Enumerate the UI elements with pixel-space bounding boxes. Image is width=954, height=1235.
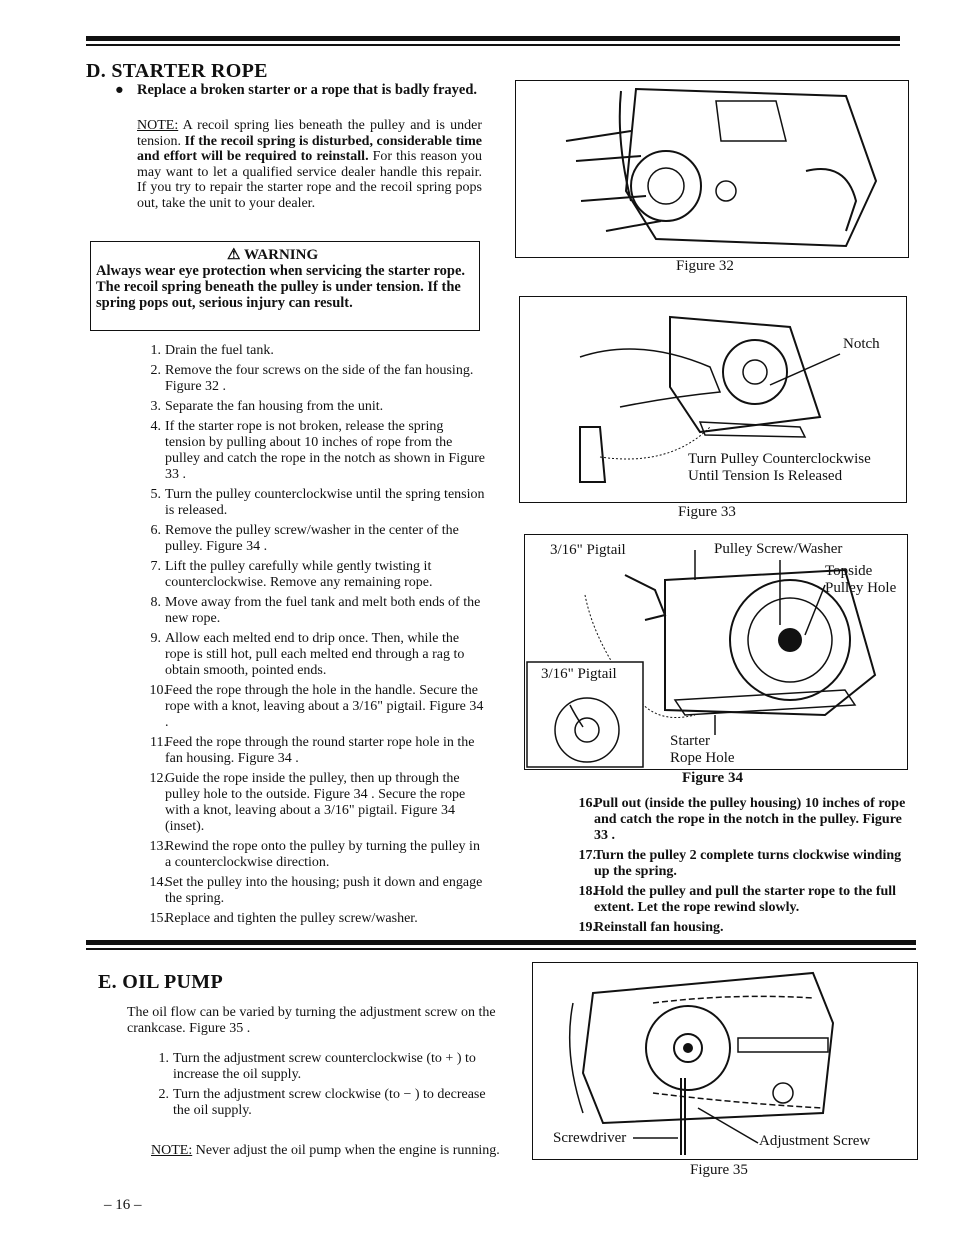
step-item [566,920,916,936]
figure-35-box [532,962,918,1160]
fig35-screwdriver-label: Screwdriver [553,1130,627,1146]
fig33-notch-label: Notch [843,336,880,352]
step-item [145,1087,500,1119]
step-number: 4. [150,419,161,434]
figure-33-box [519,296,907,503]
figure-33-caption: Figure 33 [678,504,736,520]
top-rule-thin [86,44,900,46]
fig34-topside-label: Topside [825,563,873,579]
step-text: Separate the fan housing from the unit. [165,399,384,414]
step-text: Guide the rope inside the pulley, then up through the pulley hole to the outside. Figure 34 . Secure the rope with a knot, leaving about a 3/16" pigtail. Figure 34 (inset). [165,771,466,834]
step-item [137,363,487,395]
step-item [566,884,916,916]
step-number: 17. [578,848,596,863]
step-text: Drain the fuel tank. [165,343,274,358]
step-number: 2. [150,363,161,378]
steps-list-right [566,796,916,940]
figure-34-box [524,534,908,770]
fig34-rope-hole-label: Rope Hole [670,750,735,766]
step-number: 1. [158,1051,169,1066]
step-number: 1. [150,343,161,358]
step-text: Turn the pulley counterclockwise until the spring tension is released. [165,487,485,518]
step-text: Allow each melted end to drip once. Then, while the rope is still hot, pull each melted end through a rag to obtain smooth, pointed ends. [165,631,465,678]
step-text: Set the pulley into the housing; push it down and engage the spring. [165,875,483,906]
step-item [137,559,487,591]
step-text: Remove the pulley screw/washer in the center of the pulley. Figure 34 . [165,523,459,554]
step-text: Turn the adjustment screw clockwise (to − ) to decrease the oil supply. [173,1087,486,1118]
step-number: 10. [149,683,167,698]
step-number: 11. [150,735,167,750]
bullet-replace-rope: ● Replace a broken starter or a rope that is badly frayed. [115,82,478,98]
step-text: If the starter rope is not broken, release the spring tension by pulling about 10 inches of rope from the pulley and catch the rope in the notch as shown in Figure 33 . [165,419,485,482]
step-text: Reinstall fan housing. [594,920,724,935]
figure-35-caption: Figure 35 [690,1162,748,1178]
step-text: Move away from the fuel tank and melt both ends of the new rope. [165,595,481,626]
step-number: 14. [149,875,167,890]
section-e-title: E. OIL PUMP [98,971,223,993]
fig34-pigtail-label: 3/16" Pigtail [550,542,626,558]
step-text: Replace and tighten the pulley screw/washer. [165,911,418,926]
step-text: Hold the pulley and pull the starter rope to the full extent. Let the rope rewind slowly. [594,884,897,915]
figure-34-caption: Figure 34 [682,770,743,786]
fig33-turn-label-1: Turn Pulley Counterclockwise [688,451,871,467]
step-item [137,735,487,767]
step-item [137,875,487,907]
step-item [137,523,487,555]
step-number: 8. [150,595,161,610]
step-item [137,399,487,415]
step-number: 13. [149,839,167,854]
oil-note: NOTE: Never adjust the oil pump when the engine is running. [151,1143,500,1158]
step-item [137,911,487,927]
step-number: 6. [150,523,161,538]
middle-rule-thin [86,948,916,950]
note-paragraph: NOTE: A recoil spring lies beneath the pulley and is under tension. If the recoil spring is disturbed, considerable time and effort will be required to reinstall. For this reason you may want to let a qualified service dealer handle this repair. If you try to repair the starter rope and the recoil spring pops out, take the unit to your dealer. [137,118,483,211]
steps-list-d [137,343,487,931]
step-item [137,343,487,359]
oil-note-label: NOTE: [151,1143,193,1158]
step-number: 19. [578,920,596,935]
fig34-pulley-hole-label: Pulley Hole [825,580,897,596]
step-number: 9. [150,631,161,646]
step-item [145,1051,500,1083]
section-d-title: D. STARTER ROPE [86,60,268,82]
warning-text: Always wear eye protection when servicing the starter rope. The recoil spring beneath the pulley is under tension. If the spring pops out, serious injury can result. [96,263,466,311]
top-rule-thick [86,36,900,41]
step-item [137,487,487,519]
step-text: Rewind the rope onto the pulley by turning the pulley in a counterclockwise direction. [165,839,480,870]
step-item [137,419,487,483]
fig34-starter-label: Starter [670,733,710,749]
step-item [137,631,487,679]
step-text: Feed the rope through the hole in the handle. Secure the rope with a knot, leaving about a 3/16" pigtail. Figure 34 . [165,683,484,730]
warning-triangle-icon: ⚠ [227,247,241,263]
step-text: Turn the pulley 2 complete turns clockwise winding up the spring. [594,848,902,879]
step-text: Remove the four screws on the side of the fan housing. Figure 32 . [165,363,474,394]
step-number: 5. [150,487,161,502]
step-text: Feed the rope through the round starter rope hole in the fan housing. Figure 34 . [165,735,475,766]
warning-box [90,241,480,331]
step-number: 16. [578,796,596,811]
step-item [137,839,487,871]
fig33-turn-label-2: Until Tension Is Released [688,468,843,484]
step-number: 3. [150,399,161,414]
step-number: 18. [578,884,596,899]
step-item [137,683,487,731]
page-number: – 16 – [104,1197,142,1213]
fig35-adjustment-label: Adjustment Screw [759,1133,871,1149]
steps-list-e [145,1051,500,1123]
step-item [137,595,487,627]
step-text: Turn the adjustment screw counterclockwise (to + ) to increase the oil supply. [173,1051,476,1082]
fig34-screw-label: Pulley Screw/Washer [714,541,843,557]
step-text: Pull out (inside the pulley housing) 10 inches of rope and catch the rope in the notch in the pulley. Figure 33 . [594,796,906,843]
oil-intro: The oil flow can be varied by turning the adjustment screw on the crankcase. Figure 35 . [127,1005,496,1036]
fig34-inset-pigtail-label: 3/16" Pigtail [541,666,617,682]
step-item [566,796,916,844]
step-number: 2. [158,1087,169,1102]
figure-32-caption: Figure 32 [676,258,734,274]
figure-32-box [515,80,909,258]
step-number: 12. [149,771,167,786]
step-text: Lift the pulley carefully while gently twisting it counterclockwise. Remove any remaining rope. [165,559,433,590]
step-number: 7. [150,559,161,574]
step-item [566,848,916,880]
step-number: 15. [149,911,167,926]
note-label: NOTE: [137,118,179,133]
step-item [137,771,487,835]
warning-heading: ⚠ WARNING [227,247,319,263]
chainsaw-housing-illustration [516,81,908,257]
middle-rule-thick [86,940,916,945]
